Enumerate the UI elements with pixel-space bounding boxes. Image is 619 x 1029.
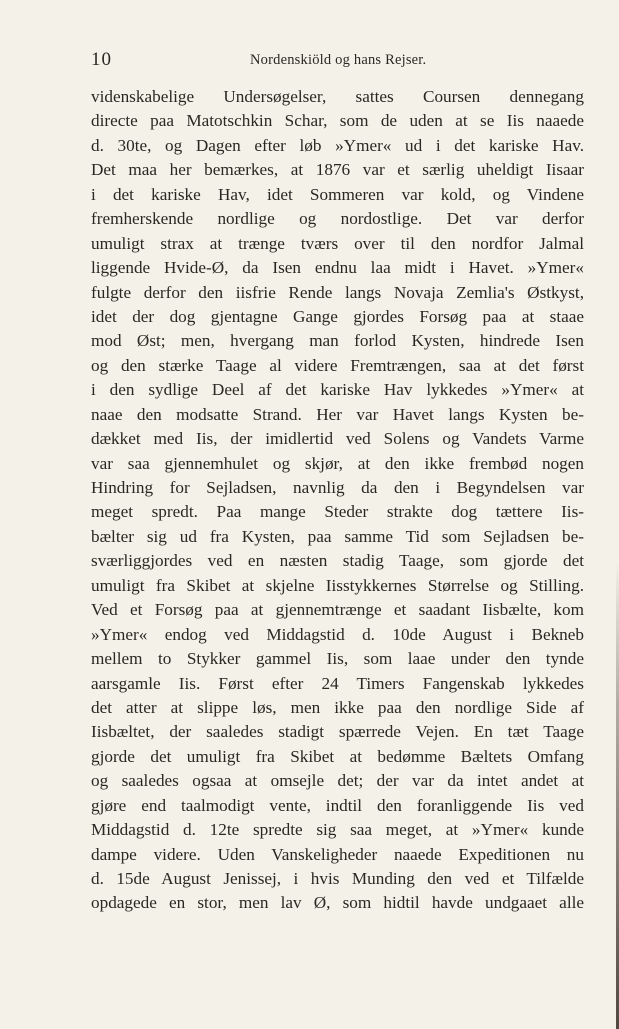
text-line: var saa gjennemhulet og skjør, at den ikke frembød nogen [91,453,584,473]
text-line: d. 30te, og Dagen efter løb »Ymer« ud i det kariske Hav. [91,135,584,155]
text-line: meget spredt. Paa mange Steder strakte dog tættere Iis- [91,502,584,522]
text-line: og den stærke Taage al videre Fremtrængen, saa at det først [91,355,584,375]
text-line: umuligt fra Skibet at skjelne Iisstykkernes Størrelse og Stilling. [91,575,584,595]
text-line: directe paa Matotschkin Schar, som de uden at se Iis naaede [91,111,584,131]
text-line: fulgte derfor den iisfrie Rende langs Novaja Zemlia's Østkyst, [91,282,584,302]
text-line: dampe videre. Uden Vanskeligheder naaede Expeditionen nu [91,844,584,864]
text-line: fremherskende nordlige og nordostlige. Det var derfor [91,209,584,229]
text-line: mellem to Stykker gammel Iis, som laae under den tynde [91,649,584,669]
text-line: det atter at slippe løs, men ikke paa den nordlige Side af [91,697,584,717]
text-line: aarsgamle Iis. Først efter 24 Timers Fangenskab lykkedes [91,673,584,693]
text-line: Middagstid d. 12te spredte sig saa meget, at »Ymer« kunde [91,820,584,840]
text-line: umuligt strax at trænge tværs over til den nordfor Jalmal [91,233,584,253]
text-line: opdagede en stor, men lav Ø, som hidtil havde undgaaet alle [91,893,584,913]
text-line: mod Øst; men, hvergang man forlod Kysten, hindrede Isen [91,331,584,351]
text-line: videnskabelige Undersøgelser, sattes Coursen dennegang [91,87,584,106]
text-line: og saaledes ogsaa at omsejle det; der var da intet andet at [91,771,584,791]
body-text [91,85,584,916]
text-line: »Ymer« endog ved Middagstid d. 10de August i Bekneb [91,624,584,644]
running-head: Nordenskiöld og hans Rejser. [250,52,427,68]
text-line: gjøre end taalmodigt vente, indtil den foranliggende Iis ved [91,795,584,815]
text-line: sværliggjordes ved en næsten stadig Taage, som gjorde det [91,551,584,571]
text-line: Iisbæltet, der saaledes stadigt spærrede Vejen. En tæt Taage [91,722,584,742]
text-line: naae den modsatte Strand. Her var Havet langs Kysten be- [91,404,584,424]
text-line: idet der dog gjentagne Gange gjordes Forsøg paa at staae [91,306,584,326]
page-number: 10 [91,49,112,70]
text-line: dækket med Iis, der imidlertid ved Solens og Vandets Varme [91,429,584,449]
text-line: d. 15de August Jenissej, i hvis Munding den ved et Tilfælde [91,869,584,888]
text-line: i det kariske Hav, idet Sommeren var kold, og Vindene [91,184,584,204]
text-line: Det maa her bemærkes, at 1876 var et særlig uheldigt Iisaar [91,160,584,180]
text-line: bælter sig ud fra Kysten, paa samme Tid som Sejladsen be- [91,526,584,546]
text-line: i den sydlige Deel af det kariske Hav lykkedes »Ymer« at [91,380,584,400]
text-line: Ved et Forsøg paa at gjennemtrænge et saadant Iisbælte, kom [91,600,584,620]
text-line: Hindring for Sejladsen, navnlig da den i Begyndelsen var [91,478,584,497]
text-line: liggende Hvide-Ø, da Isen endnu laa midt i Havet. »Ymer« [91,258,584,278]
text-line: gjorde det umuligt fra Skibet at bedømme Bæltets Omfang [91,746,584,766]
